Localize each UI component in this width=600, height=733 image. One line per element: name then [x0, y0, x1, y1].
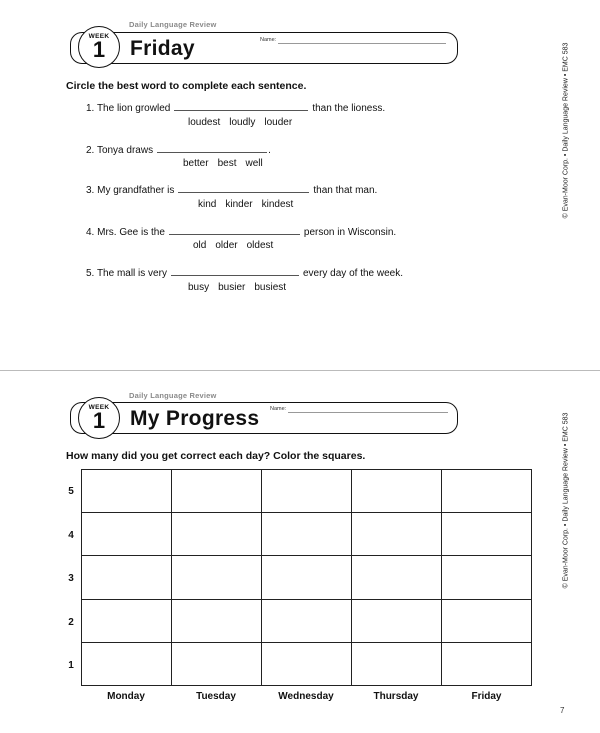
choices-1 — [188, 117, 292, 128]
page-divider — [0, 370, 600, 371]
choice[interactable]: older — [215, 240, 238, 251]
level-label-1: 1 — [68, 660, 74, 671]
grid-square[interactable] — [172, 599, 262, 642]
grid-square[interactable] — [352, 642, 442, 685]
answer-blank-2[interactable] — [157, 151, 267, 153]
grid-square[interactable] — [172, 470, 262, 513]
copyright-side-text: © Evan-Moor Corp. • Daily Language Review • EMC 583 — [562, 42, 570, 219]
grid-row-4 — [82, 513, 532, 556]
choice[interactable]: better — [183, 158, 209, 169]
choice[interactable]: loudly — [229, 117, 256, 128]
grid-square[interactable] — [262, 556, 352, 599]
question-3-end: than that man. — [313, 185, 378, 196]
day-label-wednesday: Wednesday — [278, 691, 334, 702]
choice[interactable]: kind — [198, 199, 217, 210]
series-label: Daily Language Review — [129, 20, 217, 29]
grid-row-2 — [82, 599, 532, 642]
question-2-end: . — [268, 145, 271, 156]
question-1-text: 1. The lion growled — [86, 103, 171, 114]
day-label-friday: Friday — [471, 691, 502, 702]
choice[interactable]: loudest — [188, 117, 221, 128]
choice[interactable]: busier — [218, 282, 246, 293]
question-5-end: every day of the week. — [302, 268, 404, 279]
grid-square[interactable] — [172, 513, 262, 556]
level-label-3: 3 — [68, 573, 74, 584]
choices-4 — [193, 240, 273, 251]
day-label-monday: Monday — [107, 691, 145, 702]
name-field[interactable] — [288, 412, 448, 413]
choice[interactable]: best — [217, 158, 237, 169]
question-2 — [86, 145, 271, 156]
choice[interactable]: busiest — [254, 282, 287, 293]
grid-square[interactable] — [82, 556, 172, 599]
grid-square[interactable] — [82, 599, 172, 642]
week-number: 1 — [92, 37, 106, 62]
question-3-text: 3. My grandfather is — [86, 185, 175, 196]
choice[interactable]: well — [245, 158, 263, 169]
choice[interactable]: louder — [264, 117, 293, 128]
grid-square[interactable] — [442, 642, 532, 685]
week-label: WEEK — [88, 404, 110, 411]
choice[interactable]: busy — [188, 282, 210, 293]
question-3 — [86, 185, 377, 196]
choice[interactable]: oldest — [246, 240, 274, 251]
instructions: Circle the best word to complete each sentence. — [66, 80, 307, 92]
grid-square[interactable] — [352, 556, 442, 599]
question-4-end: person in Wisconsin. — [303, 227, 397, 238]
answer-blank-5[interactable] — [171, 274, 299, 276]
name-field[interactable] — [278, 43, 446, 44]
grid-square[interactable] — [352, 513, 442, 556]
question-2-text: 2. Tonya draws — [86, 145, 154, 156]
choices-2 — [183, 158, 263, 169]
grid-square[interactable] — [442, 556, 532, 599]
answer-blank-1[interactable] — [174, 109, 308, 111]
page-number: 7 — [560, 706, 565, 715]
copyright-side-text: © Evan-Moor Corp. • Daily Language Review • EMC 583 — [562, 412, 570, 589]
question-1-end: than the lioness. — [312, 103, 386, 114]
series-label: Daily Language Review — [129, 391, 217, 400]
name-label: Name: — [270, 406, 287, 412]
question-4 — [86, 227, 396, 238]
week-badge — [78, 26, 120, 68]
choice[interactable]: kindest — [261, 199, 294, 210]
week-number: 1 — [92, 408, 106, 433]
grid-square[interactable] — [262, 642, 352, 685]
day-label-tuesday: Tuesday — [196, 691, 236, 702]
choice[interactable]: kinder — [225, 199, 253, 210]
level-label-5: 5 — [68, 486, 74, 497]
grid-square[interactable] — [262, 599, 352, 642]
grid-square[interactable] — [262, 513, 352, 556]
title-banner — [70, 402, 458, 434]
week-badge — [78, 397, 120, 439]
page-title: My Progress — [130, 407, 260, 430]
question-1 — [86, 103, 385, 114]
day-label-thursday: Thursday — [373, 691, 419, 702]
choices-3 — [198, 199, 293, 210]
progress-grid — [81, 469, 532, 686]
choice[interactable]: old — [193, 240, 207, 251]
name-label: Name: — [260, 37, 277, 43]
grid-square[interactable] — [172, 556, 262, 599]
grid-row-1 — [82, 642, 532, 685]
week-label: WEEK — [88, 33, 110, 40]
grid-square[interactable] — [262, 470, 352, 513]
grid-square[interactable] — [442, 513, 532, 556]
question-5 — [86, 268, 403, 279]
choices-5 — [188, 282, 286, 293]
grid-square[interactable] — [442, 599, 532, 642]
grid-square[interactable] — [172, 642, 262, 685]
grid-square[interactable] — [442, 470, 532, 513]
level-label-2: 2 — [68, 617, 74, 628]
grid-square[interactable] — [82, 642, 172, 685]
answer-blank-3[interactable] — [178, 191, 309, 193]
grid-square[interactable] — [82, 513, 172, 556]
grid-square[interactable] — [352, 599, 442, 642]
answer-blank-4[interactable] — [169, 233, 300, 235]
grid-row-3 — [82, 556, 532, 599]
question-4-text: 4. Mrs. Gee is the — [86, 227, 165, 238]
grid-square[interactable] — [352, 470, 442, 513]
page-title: Friday — [130, 37, 195, 60]
question-5-text: 5. The mall is very — [86, 268, 167, 279]
instructions: How many did you get correct each day? Color the squares. — [66, 450, 366, 462]
grid-row-5 — [82, 470, 532, 513]
grid-square[interactable] — [82, 470, 172, 513]
level-label-4: 4 — [68, 530, 74, 541]
